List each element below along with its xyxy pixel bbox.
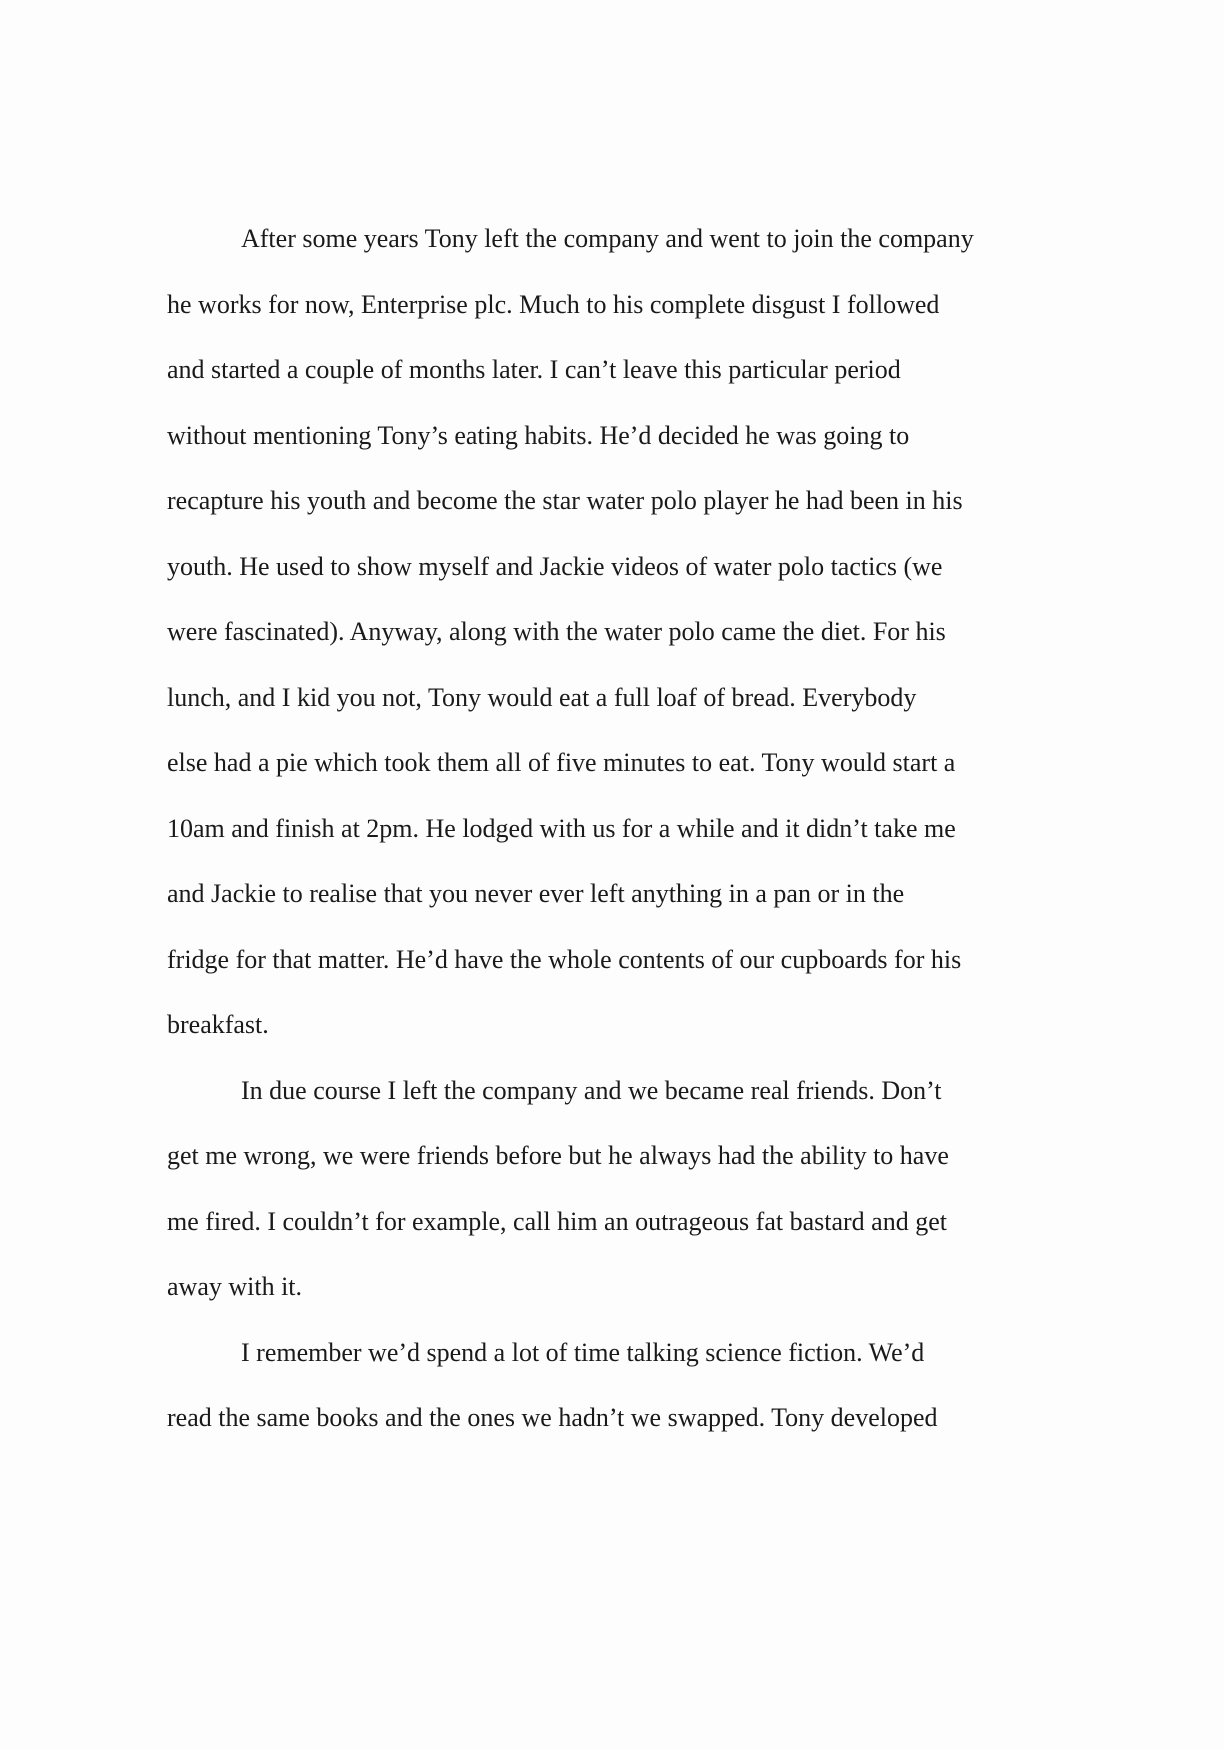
text-line: After some years Tony left the company and went to join the company — [241, 224, 974, 253]
text-line: fridge for that matter. He’d have the whole contents of our cupboards for his — [167, 945, 962, 974]
text-line: me fired. I couldn’t for example, call him an outrageous fat bastard and get — [167, 1207, 947, 1236]
text-line: were fascinated). Anyway, along with the water polo came the diet. For his — [167, 617, 946, 646]
text-line: lunch, and I kid you not, Tony would eat a full loaf of bread. Everybody — [167, 683, 917, 712]
text-line: I remember we’d spend a lot of time talking science fiction. We’d — [241, 1338, 925, 1367]
text-line: youth. He used to show myself and Jackie videos of water polo tactics (we — [167, 552, 943, 581]
text-line: away with it. — [167, 1272, 303, 1301]
text-line: without mentioning Tony’s eating habits. He’d decided he was going to — [167, 421, 910, 450]
text-line: else had a pie which took them all of five minutes to eat. Tony would start a — [167, 748, 956, 777]
text-line: In due course I left the company and we became real friends. Don’t — [241, 1076, 942, 1105]
text-line: and Jackie to realise that you never ever left anything in a pan or in the — [167, 879, 905, 908]
text-line: 10am and finish at 2pm. He lodged with us for a while and it didn’t take me — [167, 814, 956, 843]
text-line: get me wrong, we were friends before but he always had the ability to have — [167, 1141, 949, 1170]
text-line: read the same books and the ones we hadn’t we swapped. Tony developed — [167, 1403, 938, 1432]
text-line: he works for now, Enterprise plc. Much to his complete disgust I followed — [167, 290, 940, 319]
text-line: recapture his youth and become the star water polo player he had been in his — [167, 486, 963, 515]
text-line: breakfast. — [167, 1010, 269, 1039]
text-line: and started a couple of months later. I can’t leave this particular period — [167, 355, 901, 384]
